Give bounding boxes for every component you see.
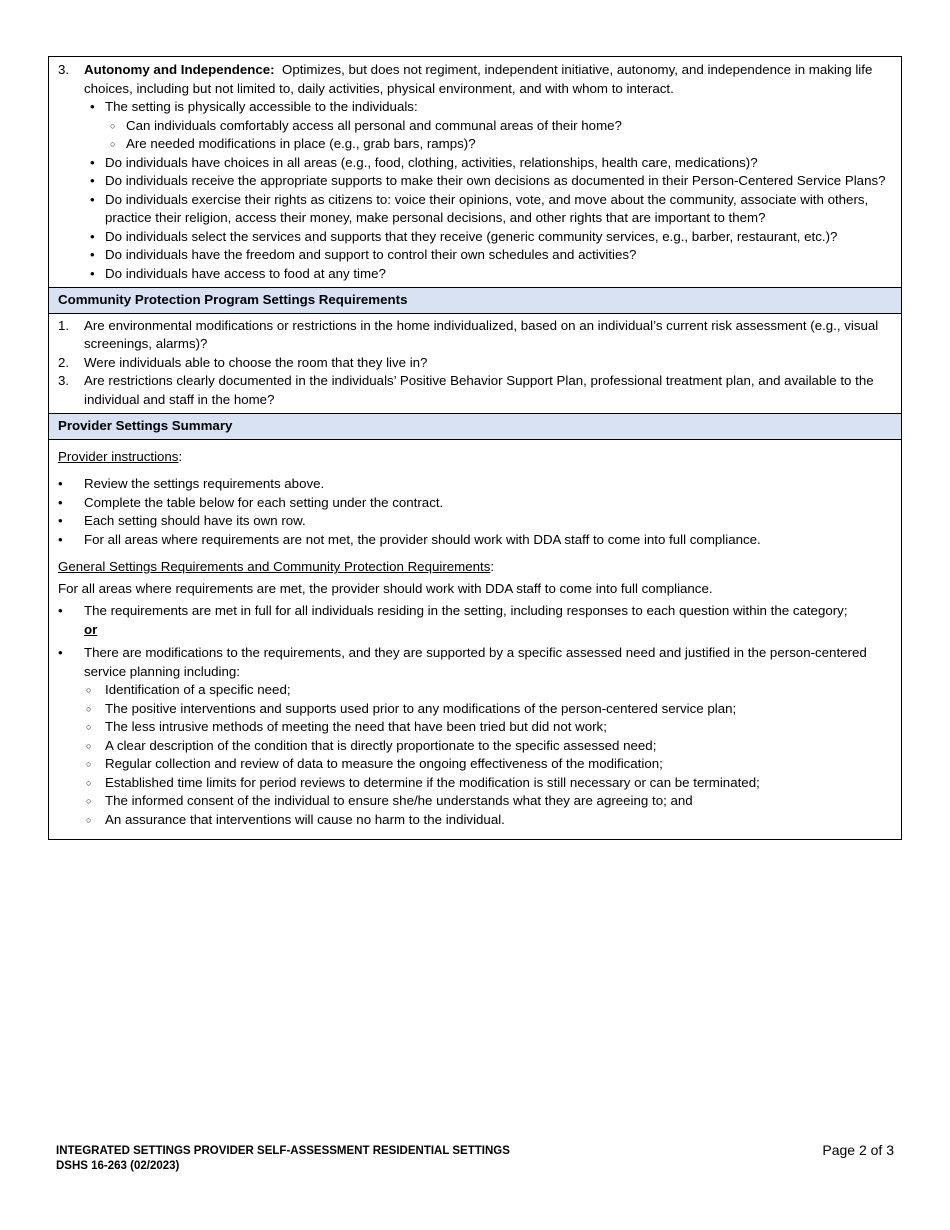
list-item: • Complete the table below for each setting under the contract. [58,494,892,513]
list-subitem: ○ The informed consent of the individual to ensure she/he understands what they are agreeing to; and [58,792,892,811]
list-subitem: ○ Established time limits for period reviews to determine if the modification is still necessary or can be terminated; [58,774,892,793]
list-subitem: ○ The less intrusive methods of meeting the need that have been tried but did not work; [58,718,892,737]
section-3-text: Optimizes, but does not regiment, independent initiative, autonomy, and independence in making life choices, including but not limited to, daily activities, physical environment, and with whom to interact. [84,62,873,96]
list-item [58,372,892,409]
item-number: 2. [58,354,70,370]
footer-title: INTEGRATED SETTINGS PROVIDER SELF-ASSESSMENT RESIDENTIAL SETTINGS [56,1145,510,1157]
list-subitem: ○ Can individuals comfortably access all personal and communal areas of their home? [58,117,892,136]
general-requirements-label: General Settings Requirements and Community Protection Requirements: [58,559,495,574]
page-number: Page 2 of 3 [822,1142,894,1158]
list-subitem: ○ Identification of a specific need; [58,681,892,700]
list-item: • There are modifications to the requirements, and they are supported by a specific assessed need and justified in the person-centered service planning including: [58,644,892,681]
section-3-number: 3. [58,62,70,77]
list-subitem: ○ Regular collection and review of data to measure the ongoing effectiveness of the modification; [58,755,892,774]
list-item: • Do individuals have the freedom and support to control their own schedules and activities? [58,246,892,265]
list-item: • Do individuals exercise their rights as citizens to: voice their opinions, vote, and move about the community, associate with others, practice their religion, access their money, make personal decisions, and other rights that are important to them? [58,191,892,228]
footer-form-info [56,1144,510,1174]
item-number: 3. [58,373,70,388]
list-subitem: ○ The positive interventions and supports used prior to any modifications of the person-centered service plan; [58,700,892,719]
provider-summary-row [49,439,901,840]
general-intro: For all areas where requirements are met, the provider should work with DDA staff to come into full compliance. [58,580,713,596]
provider-instructions-label: Provider instructions: [58,448,183,464]
item-text: Are restrictions clearly documented in the individuals’ Positive Behavior Support Plan, professional treatment plan, and available to the individual and staff in the home? [84,373,874,407]
list-item: • Do individuals have choices in all areas (e.g., food, clothing, activities, relationships, health care, medications)? [58,154,892,173]
list-item: • The setting is physically accessible to the individuals: [58,98,892,117]
or-text: or [84,621,98,637]
community-protection-row [49,313,901,414]
list-item: • Do individuals select the services and supports that they receive (generic community services, e.g., barber, restaurant, etc.)? [58,228,892,247]
section-3-title: Autonomy and Independence: [84,62,275,77]
list-item: • The requirements are met in full for all individuals residing in the setting, including responses to each question within the category; or [58,602,892,639]
list-item: • Review the settings requirements above. [58,475,892,494]
list-item: • Do individuals have access to food at any time? [58,265,892,284]
footer-form-number: DSHS 16-263 (02/2023) [56,1160,180,1172]
list-item: • Do individuals receive the appropriate supports to make their own decisions as documented in their Person-Centered Service Plans? [58,172,892,191]
list-item [58,317,892,354]
provider-summary-header: Provider Settings Summary [49,413,901,439]
requirements-table [48,56,902,840]
section-3-intro [58,61,892,98]
list-item: • Each setting should have its own row. [58,512,892,531]
item-number: 1. [58,317,70,333]
list-subitem: ○ Are needed modifications in place (e.g., grab bars, ramps)? [58,135,892,154]
community-protection-header: Community Protection Program Settings Requirements [49,287,901,313]
item-text: Were individuals able to choose the room that they live in? [84,354,428,370]
list-item [58,354,892,373]
section-3-row [49,57,901,287]
list-subitem: ○ An assurance that interventions will cause no harm to the individual. [58,811,892,830]
item-text: Are environmental modifications or restrictions in the home individualized, based on an individual’s current risk assessment (e.g., visual screenings, alarms)? [84,317,879,351]
list-item: • For all areas where requirements are not met, the provider should work with DDA staff to come into full compliance. [58,531,892,550]
list-subitem: ○ A clear description of the condition that is directly proportionate to the specific assessed need; [58,737,892,756]
